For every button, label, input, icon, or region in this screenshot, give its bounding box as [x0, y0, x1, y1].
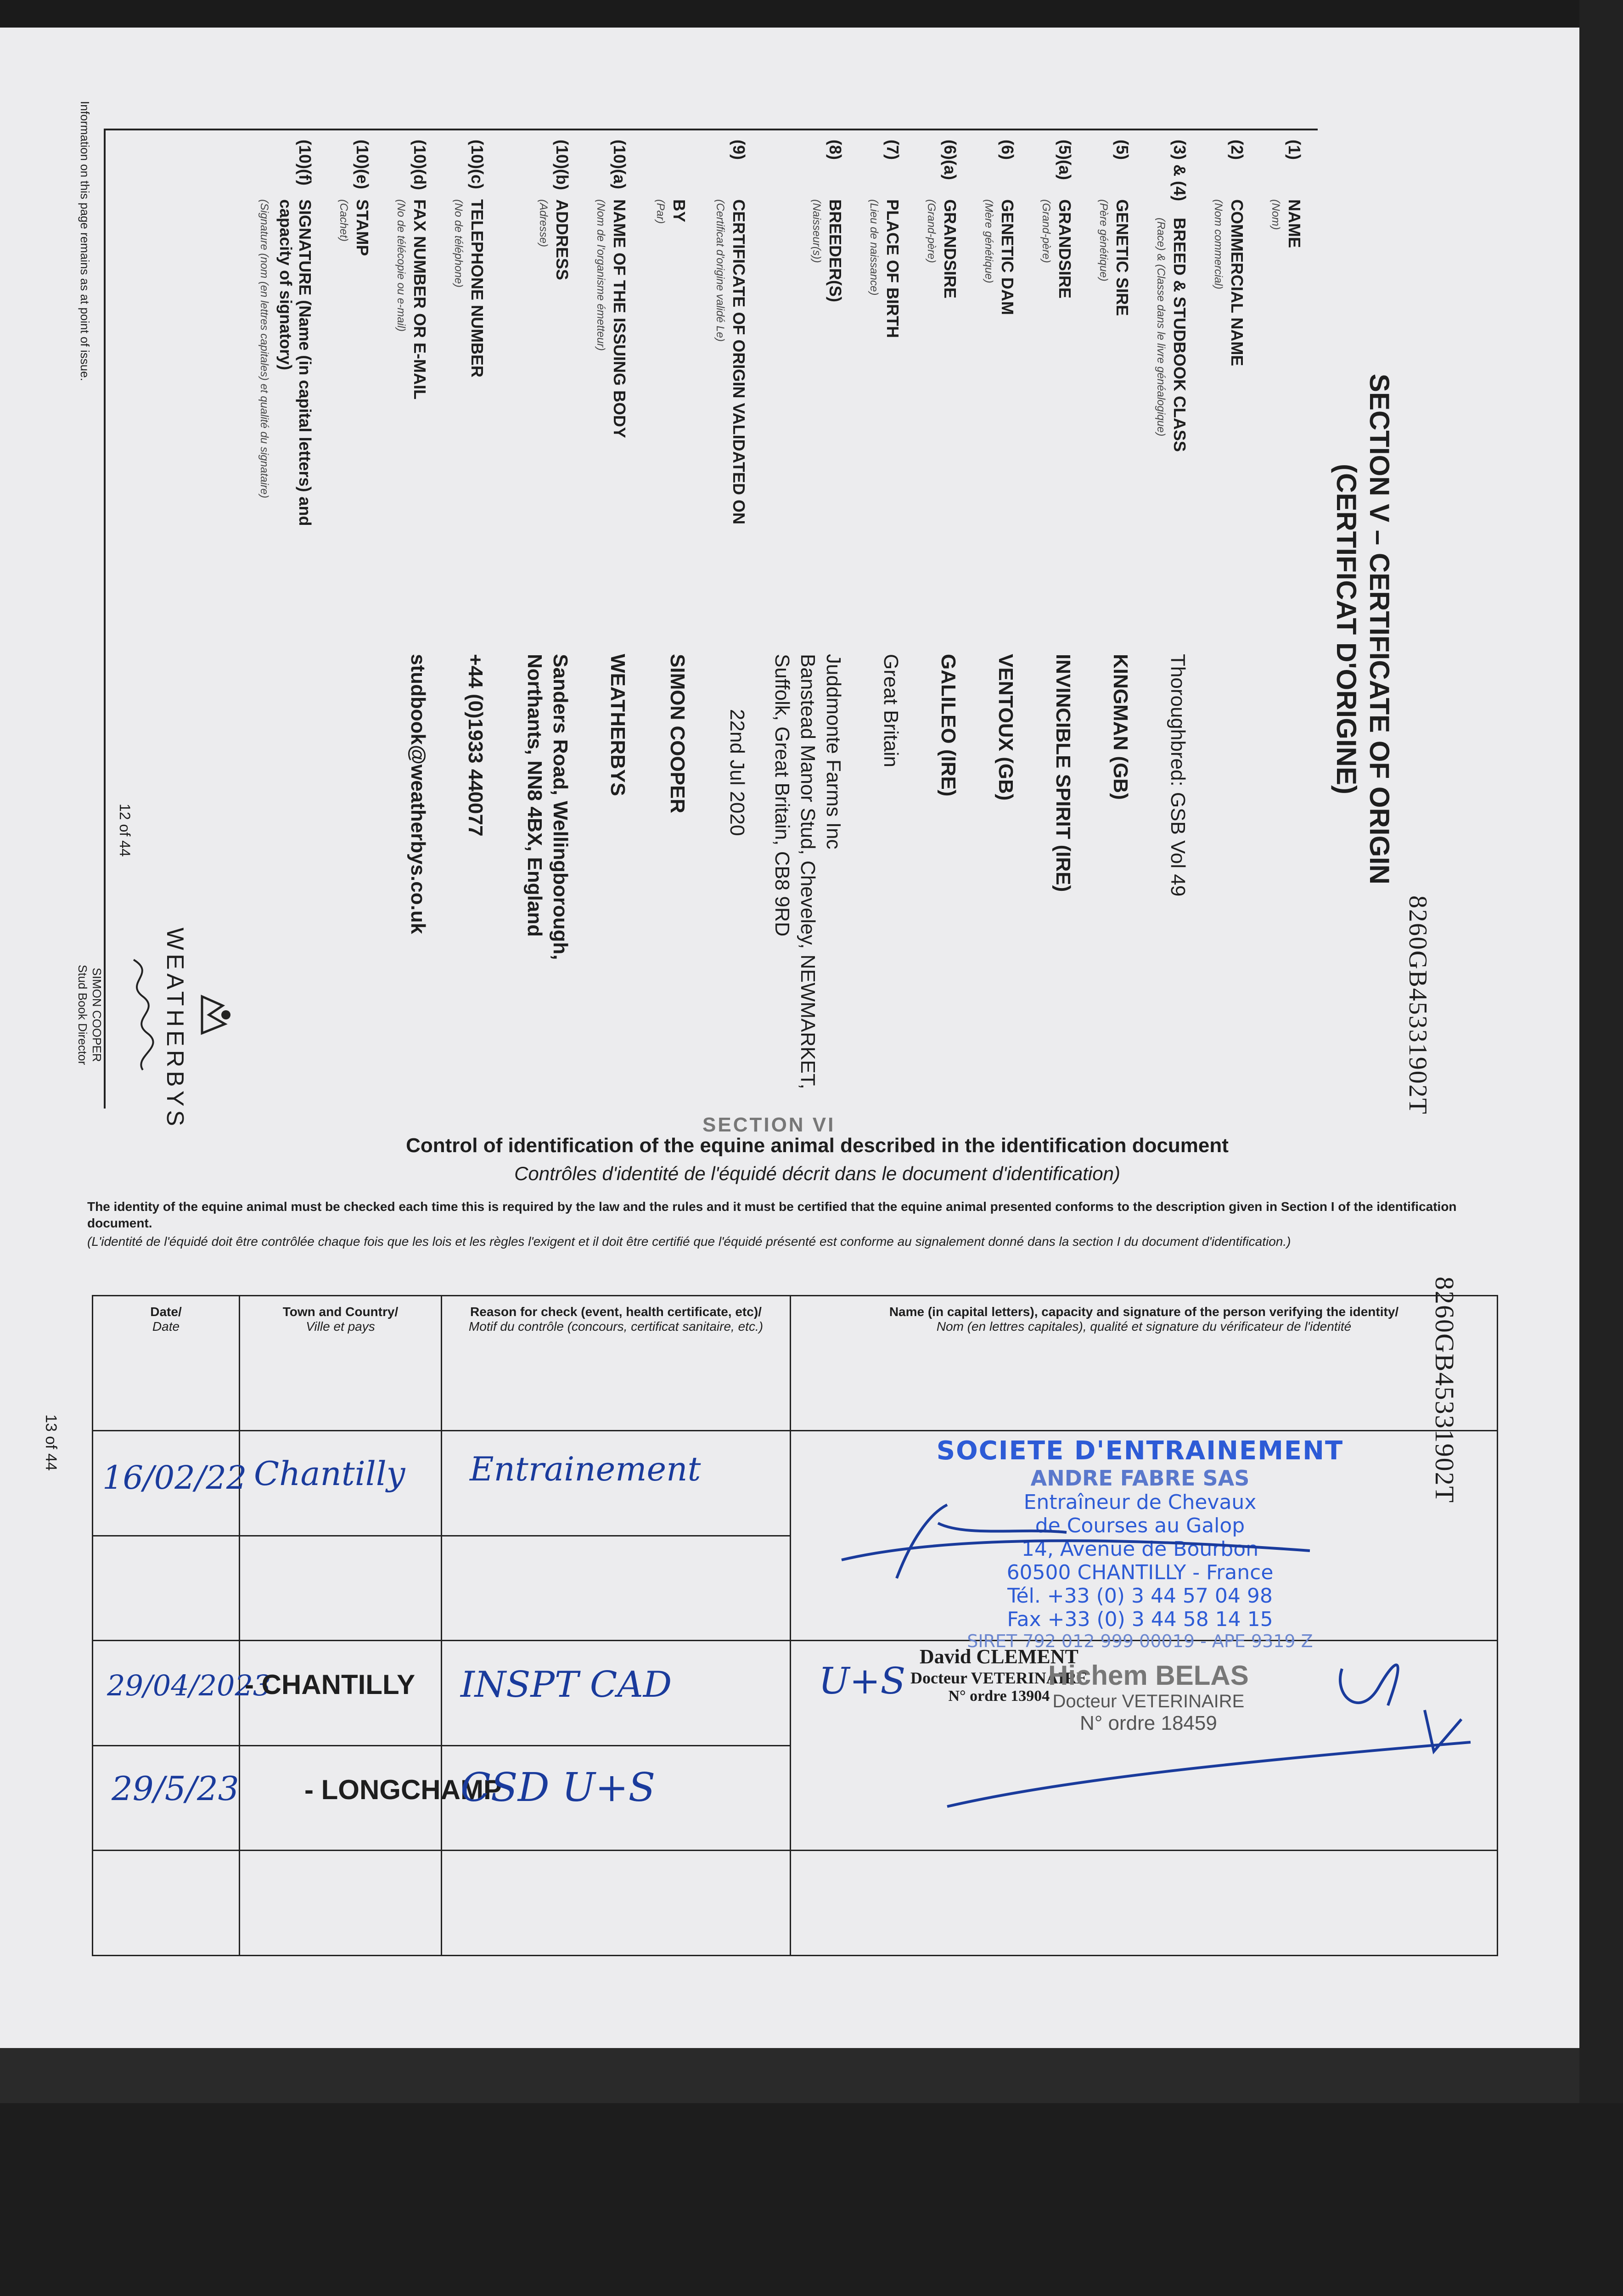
table-header: [93, 1296, 1498, 1431]
weatherbys-crest-icon: [193, 987, 234, 1042]
signer-role: Stud Book Director: [76, 964, 90, 1065]
weatherbys-brand: WEATHERBYS: [162, 928, 188, 1130]
validated-date: 22nd Jul 2020: [726, 709, 748, 836]
entry-reason: CSD U+S: [461, 1764, 656, 1811]
entry-town: - CHANTILLY: [245, 1669, 416, 1700]
trainer-signature-icon: [828, 1486, 1333, 1587]
entry-reason: Entrainement: [470, 1449, 701, 1488]
weatherbys-signature-block: [75, 928, 234, 1130]
birthplace-value: Great Britain: [880, 654, 902, 767]
issuing-body: WEATHERBYS: [607, 654, 629, 796]
certificate-table: (1) NAME (Nom) (2) COMMERCIAL NAME (Nom commercial) (3) & (4) BREED & STUDBOOK CLASS (Race) & (Classe dans le livre généalogique) Thoroughbred: GSB Vol 49 (5) GENETIC SIRE (Père génétique) KINGMAN (GB) (5)(a) GRANDSIRE (Grand-père) INVINCIBLE SPIRIT (IRE) (6) GENETIC DAM (Mère génétique) VENTOUX (GB) (6)(a) GRANDSIRE (Grand-père) GALILEO (IRE) (7) PLACE OF BIRTH (Lieu de naissance) Great Britain (8) BREEDER(S) (Naisseur(s)) Juddmonte Farms Inc Banstead Manor Stud, Cheveley, NEWMARKET, Suffolk, Great Britain, CB8 9RD (9) CERTIFICATE OF ORIGIN VALIDATED ON (Certificat d'origine validé Le) 22nd Jul 2020 BY (Par) SIMON COOPER (10)(a) NAME OF THE ISSUING BODY (Nom de l'organisme émetteur) WEATHERBYS (10)(b) ADDRESS (Adresse) Sanders Road, Wellingborough, Northants, NN8 4BX, England (10)(c) TELEPHONE NUMBER (No de téléphone) +44 (0)1933 440077 (10)(d) FAX NUMBER OR E-MAIL (No de télécopie ou e-mail) studbook@weatherbys.co.uk (10)(e) STAMP (Cachet) (10)(f) SIGNATURE (Name (in capital letters) and capacity of signatory) (Signature (nom (en lettres capitales) et qualité du signataire): [104, 129, 1318, 1109]
table-row: [93, 1641, 1498, 1746]
table-row: [93, 1430, 1498, 1536]
page-number: 12 of 44: [117, 804, 133, 857]
header-reason: Reason for check (event, health certificate, etc)/ Motif du contrôle (concours, certificat sanitaire, etc.): [442, 1296, 791, 1431]
vet-stamp-belas: Hichem BELAS Docteur VETERINAIRE N° ordre 18459: [1048, 1660, 1249, 1735]
entry-date: 29/5/23: [112, 1769, 239, 1808]
annotation: U+S: [819, 1660, 906, 1703]
page-number-13: 13 of 44: [42, 1414, 60, 1471]
breeder-address-1: Banstead Manor Stud, Cheveley, NEWMARKET,: [797, 654, 819, 1090]
scan-border-right: [1579, 0, 1623, 2296]
breed-value: Thoroughbred: GSB Vol 49: [1167, 654, 1189, 897]
header-date: Date/ Date: [93, 1296, 240, 1431]
section-vi-heading: SECTION VI: [702, 1114, 836, 1136]
identity-checks-table: [92, 1295, 1498, 1956]
breeder-name: Juddmonte Farms Inc: [822, 654, 845, 850]
footer-note: Information on this page remains as at point of issue.: [78, 101, 92, 381]
vet-signature-icon: [929, 1641, 1494, 1825]
section-v-page: [64, 92, 1488, 1139]
section-vi-title: Control of identification of the equine animal described in the identification document: [406, 1134, 1229, 1157]
trainer-stamp: SOCIETE D'ENTRAINEMENT ANDRE FABRE SAS Entraîneur de Chevaux de Courses au Galop 14, Avenue de Bourbon 60500 CHANTILLY - France Tél. +33 (0) 3 44 57 04 98 Fax +33 (0) 3 44 58 14 15 SIRET 792 012 999 00019 - APE 9319 Z: [936, 1435, 1344, 1651]
entry-date: 29/04/2023: [107, 1669, 271, 1703]
horse-id-right: 8260GB45331902T: [1430, 1277, 1460, 1503]
horse-id: 8260GB45331902T: [1404, 895, 1432, 1115]
entry-town: Chantilly: [254, 1454, 405, 1493]
signer-name: SIMON COOPER: [90, 968, 104, 1062]
header-town: Town and Country/ Ville et pays: [240, 1296, 442, 1431]
validated-by: SIMON COOPER: [666, 654, 689, 814]
entry-reason: INSPT CAD: [461, 1664, 672, 1706]
breeder-address-2: Suffolk, Great Britain, CB8 9RD: [771, 654, 793, 937]
address-line-1: Sanders Road, Wellingborough,: [549, 654, 572, 960]
telephone-value: +44 (0)1933 440077: [464, 654, 487, 837]
entry-date: 16/02/22: [102, 1458, 247, 1497]
dam-grandsire-value: GALILEO (IRE): [937, 654, 960, 797]
section-v-title: SECTION V – CERTIFICATE OF ORIGIN (CERTIFICAT D'ORIGINE): [1331, 373, 1395, 885]
table-row: [93, 1851, 1498, 1956]
section-vi-intro: The identity of the equine animal must be checked each time this is required by the law and the rules and it must be certified that the equine animal presented conforms to the description given in Section I of the identification document.: [87, 1199, 1457, 1230]
section-vi-intro-fr: (L'identité de l'équidé doit être contrôlée chaque fois que les lois et les règles l'exigent et il doit être certifié que l'équidé présenté est conforme au signalement donné dans la section I du document d'identification.): [87, 1234, 1291, 1249]
entry-town: - LONGCHAMP: [304, 1774, 502, 1805]
sire-value: KINGMAN (GB): [1109, 654, 1132, 800]
address-line-2: Northants, NN8 4BX, England: [523, 654, 546, 937]
section-vi-title-fr: Contrôles d'identité de l'équidé décrit dans le document d'identification): [514, 1163, 1120, 1184]
vet-stamp-clement: David CLEMENT Docteur VETERINAIRE N° ordre 13904: [910, 1645, 1088, 1705]
signature-scribble-icon: [120, 955, 161, 1075]
header-verifier: Name (in capital letters), capacity and signature of the person verifying the identity/ Nom (en lettres capitales), qualité et signature du vérificateur de l'identité: [791, 1296, 1498, 1431]
email-value: studbook@weatherbys.co.uk: [407, 654, 429, 934]
dam-value: VENTOUX (GB): [994, 654, 1017, 801]
grandsire-value: INVINCIBLE SPIRIT (IRE): [1052, 654, 1074, 892]
scan-border-bottom: [0, 2103, 1623, 2296]
